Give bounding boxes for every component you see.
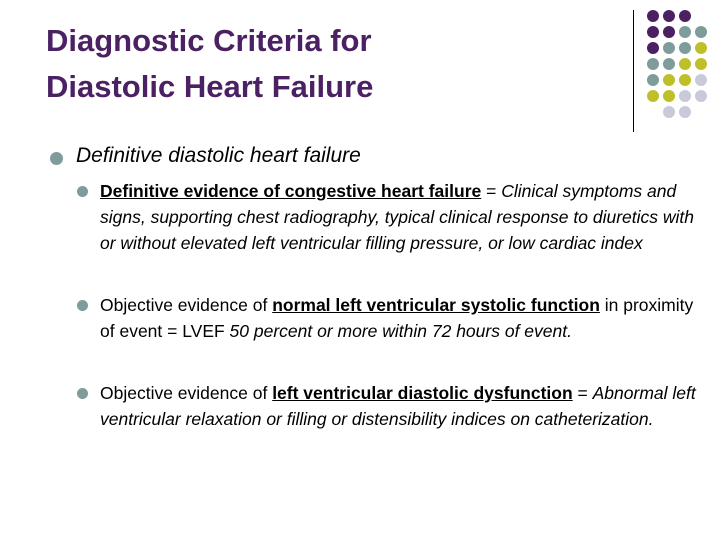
dot-icon (663, 106, 675, 118)
dot-icon (695, 74, 707, 86)
bullet-icon (77, 300, 88, 311)
dot-icon (679, 42, 691, 54)
dot-icon (663, 74, 675, 86)
criterion-1-detail: Clinical symptoms and signs, supporting chest radiography, typical clinical response to diuretics with or without elevated left ventricular filling pressure, or low cardiac index (100, 181, 695, 253)
dot-icon (695, 26, 707, 38)
dot-icon (679, 10, 691, 22)
criterion-3-key: left ventricular diastolic dysfunction (272, 383, 573, 403)
criterion-item-2 (100, 292, 700, 344)
criterion-item-1 (100, 178, 700, 256)
criterion-1-key: Definitive evidence of congestive heart failure (100, 181, 482, 201)
criterion-item-3 (100, 380, 700, 432)
bullet-icon (77, 186, 88, 197)
dot-icon (695, 90, 707, 102)
criterion-2-middle: in proximity of event = LVEF (100, 295, 694, 341)
bullet-icon (77, 388, 88, 399)
dot-icon (679, 26, 691, 38)
criterion-2-detail: 50 percent or more within 72 hours of event. (229, 321, 572, 341)
dot-icon (647, 58, 659, 70)
dot-icon (695, 58, 707, 70)
criterion-1-sep: = (481, 181, 502, 201)
dot-icon (647, 90, 659, 102)
criterion-2-key: normal left ventricular systolic function (272, 295, 600, 315)
decorative-divider (633, 10, 634, 132)
title-line-1: Diagnostic Criteria for (46, 23, 372, 58)
criterion-3-prefix: Objective evidence of (100, 383, 273, 403)
bullet-icon (50, 152, 63, 165)
dot-icon (663, 58, 675, 70)
dot-icon (647, 26, 659, 38)
slide-title (46, 18, 373, 110)
dot-icon (663, 90, 675, 102)
dot-icon (695, 42, 707, 54)
dot-icon (679, 106, 691, 118)
dot-icon (647, 10, 659, 22)
criterion-3-middle: = (572, 383, 593, 403)
dot-icon (663, 42, 675, 54)
level1-bullet-text: Definitive diastolic heart failure (76, 144, 361, 167)
dot-icon (679, 74, 691, 86)
dot-icon (647, 42, 659, 54)
dot-icon (647, 74, 659, 86)
title-line-2: Diastolic Heart Failure (46, 69, 374, 104)
criterion-2-prefix: Objective evidence of (100, 295, 273, 315)
dot-icon (663, 26, 675, 38)
dot-icon (679, 58, 691, 70)
dot-icon (679, 90, 691, 102)
criterion-3-detail: Abnormal left ventricular relaxation or filling or distensibility indices on catheterization. (100, 383, 696, 429)
dot-icon (663, 10, 675, 22)
